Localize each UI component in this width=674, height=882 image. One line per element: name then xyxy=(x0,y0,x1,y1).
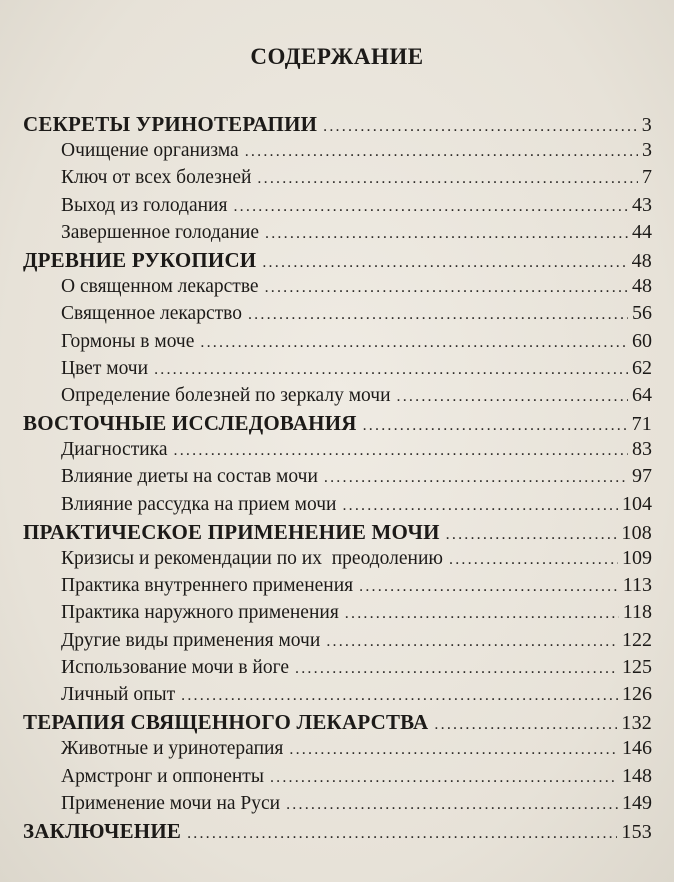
toc-entry-page: 108 xyxy=(621,521,652,544)
toc-entry-label: ТЕРАПИЯ СВЯЩЕННОГО ЛЕКАРСТВА xyxy=(23,710,429,735)
dot-leader xyxy=(265,225,628,243)
page-title: СОДЕРЖАНИЕ xyxy=(250,44,424,69)
toc-entry xyxy=(23,411,652,438)
toc-entry xyxy=(23,493,652,520)
toc-entry-label: Священное лекарство xyxy=(61,303,242,325)
toc-entry-page: 118 xyxy=(622,601,652,624)
dot-leader xyxy=(345,605,619,623)
dot-leader xyxy=(295,660,618,678)
toc-entry-label: О священном лекарстве xyxy=(61,276,259,298)
toc-entry-label: Применение мочи на Руси xyxy=(61,792,281,814)
toc-entry-label: Животные и уринотерапия xyxy=(61,738,284,760)
toc-entry-page: 109 xyxy=(622,547,652,569)
toc-entry xyxy=(23,710,652,737)
toc-entry-page: 64 xyxy=(632,383,652,406)
toc-entry-label: Армстронг и оппоненты xyxy=(61,765,264,787)
toc-entry xyxy=(23,384,652,411)
toc-entry-label: ЗАКЛЮЧЕНИЕ xyxy=(23,818,182,843)
dot-leader xyxy=(326,633,618,651)
toc-entry-page: 125 xyxy=(622,655,652,678)
toc-entry-label: Гормоны в моче xyxy=(61,330,195,352)
toc-entry xyxy=(23,221,652,248)
toc-entry-label: Очищение организма xyxy=(61,140,239,162)
dot-leader xyxy=(342,497,618,515)
toc-entry xyxy=(23,112,652,139)
toc-entry-label: Кризисы и рекомендации по их преодолению xyxy=(61,548,443,569)
toc-entry-page: 60 xyxy=(632,329,652,352)
toc-entry xyxy=(23,520,652,547)
toc-entry-label: Цвет мочи xyxy=(61,357,149,379)
dot-leader xyxy=(286,796,618,814)
dot-leader xyxy=(248,306,628,324)
toc-entry-page: 104 xyxy=(622,492,652,515)
toc-entry-page: 132 xyxy=(621,712,652,735)
dot-leader xyxy=(174,442,628,460)
toc-entry-label: Личный опыт xyxy=(61,683,176,705)
toc-entry-label: Ключ от всех болезней xyxy=(61,167,252,189)
toc-entry-label: Выход из голодания xyxy=(61,194,228,216)
dot-leader xyxy=(270,769,618,787)
toc-entry-page: 48 xyxy=(632,275,652,298)
toc-entry-label: Влияние рассудка на прием мочи xyxy=(61,493,337,515)
toc-entry-page: 149 xyxy=(622,791,652,814)
dot-leader xyxy=(265,279,628,297)
toc-entry-label: ПРАКТИЧЕСКОЕ ПРИМЕНЕНИЕ МОЧИ xyxy=(23,519,440,544)
dot-leader xyxy=(200,334,628,352)
toc-entry-page: 7 xyxy=(642,166,652,189)
toc-entry-page: 3 xyxy=(641,114,652,136)
toc-entry-page: 3 xyxy=(642,139,652,162)
dot-leader xyxy=(262,254,627,272)
dot-leader xyxy=(359,578,619,596)
toc-entry-label: Диагностика xyxy=(61,439,168,461)
toc-entry xyxy=(23,547,652,574)
toc-entry xyxy=(23,792,652,819)
toc-entry-page: 48 xyxy=(631,249,652,272)
dot-leader xyxy=(181,687,618,705)
toc-entry-label: Практика внутреннего применения xyxy=(61,575,354,597)
toc-entry xyxy=(23,629,652,656)
toc-entry-page: 146 xyxy=(622,737,652,760)
dot-leader xyxy=(245,143,638,161)
toc-entry-page: 148 xyxy=(622,764,652,787)
dot-leader xyxy=(323,118,638,136)
toc-entry-page: 62 xyxy=(632,356,652,379)
toc-entry-page: 153 xyxy=(621,820,652,843)
toc-entry-page: 126 xyxy=(622,682,652,705)
dot-leader xyxy=(324,469,628,487)
toc-entry-label: СЕКРЕТЫ УРИНОТЕРАПИИ xyxy=(23,112,318,136)
dot-leader xyxy=(363,417,628,435)
toc-entry-page: 113 xyxy=(622,574,652,597)
toc-entry xyxy=(23,765,652,792)
toc-entry-label: Определение болезней по зеркалу мочи xyxy=(61,384,391,406)
toc-entry xyxy=(23,601,652,628)
toc-entry-page: 71 xyxy=(631,413,652,436)
toc-entry xyxy=(23,438,652,465)
toc-entry-page: 43 xyxy=(632,193,652,216)
dot-leader xyxy=(257,170,638,188)
toc-entry xyxy=(23,357,652,384)
toc-entry xyxy=(23,302,652,329)
toc-entry-page: 44 xyxy=(632,220,652,243)
toc-entry xyxy=(23,683,652,710)
dot-leader xyxy=(449,551,618,569)
toc-entry-page: 83 xyxy=(632,438,652,461)
dot-leader xyxy=(187,825,617,843)
toc-entry xyxy=(23,819,652,846)
dot-leader xyxy=(446,526,618,544)
toc-entry xyxy=(23,656,652,683)
toc-entry xyxy=(23,166,652,193)
toc-entry-label: Использование мочи в йоге xyxy=(61,656,290,678)
toc-entry xyxy=(23,574,652,601)
toc-entry xyxy=(23,139,652,166)
toc-entry xyxy=(23,465,652,492)
dot-leader xyxy=(154,361,628,379)
toc-entry-page: 56 xyxy=(632,302,652,325)
toc-entry-label: Завершенное голодание xyxy=(61,221,260,243)
toc-entry xyxy=(23,275,652,302)
dot-leader xyxy=(434,716,617,734)
toc-entry-page: 97 xyxy=(632,465,652,488)
table-of-contents xyxy=(23,112,652,846)
toc-entry xyxy=(23,330,652,357)
toc-entry xyxy=(23,248,652,275)
toc-entry-label: ВОСТОЧНЫЕ ИССЛЕДОВАНИЯ xyxy=(23,411,357,436)
toc-entry xyxy=(23,194,652,221)
dot-leader xyxy=(233,198,628,216)
dot-leader xyxy=(397,388,628,406)
dot-leader xyxy=(289,741,618,759)
toc-entry-label: ДРЕВНИЕ РУКОПИСИ xyxy=(23,247,257,272)
toc-entry-label: Другие виды применения мочи xyxy=(61,629,321,651)
toc-entry xyxy=(23,737,652,764)
toc-entry-label: Влияние диеты на состав мочи xyxy=(61,466,318,488)
toc-entry-page: 122 xyxy=(622,628,652,651)
toc-entry-label: Практика наружного применения xyxy=(61,602,339,624)
